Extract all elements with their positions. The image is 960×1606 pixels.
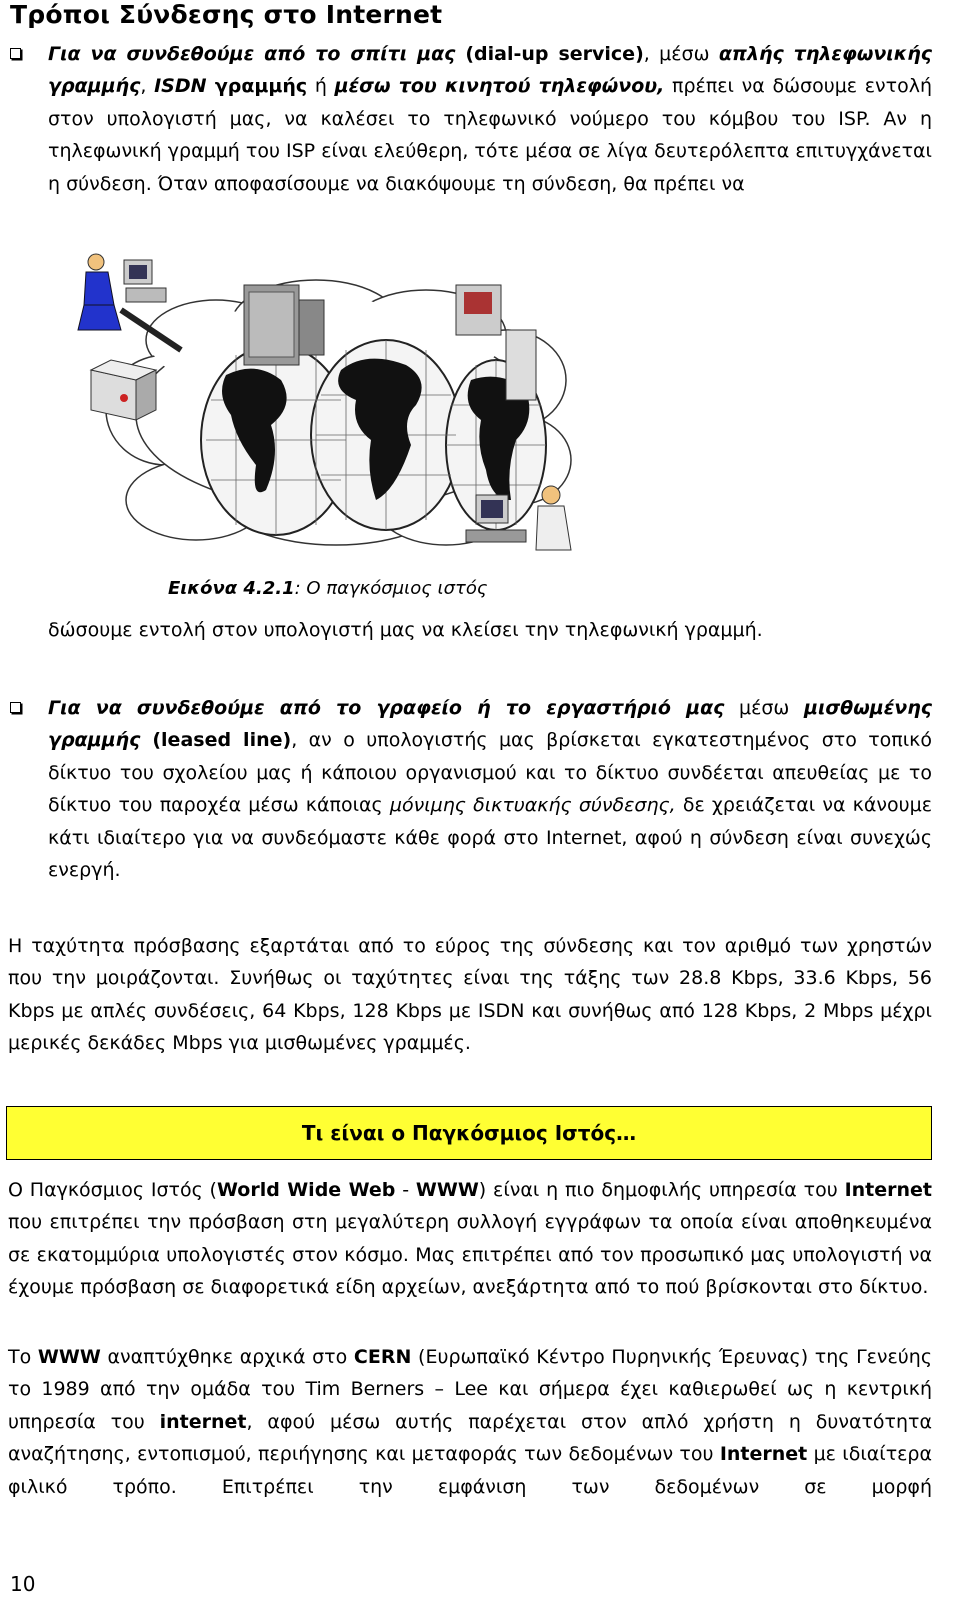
caption-text: Ο παγκόσμιος ιστός <box>300 578 488 599</box>
figure-caption <box>168 576 487 602</box>
dialup-service-label: (dial-up service) <box>455 43 644 65</box>
text-run: Το <box>8 1346 38 1368</box>
internet-term: internet <box>159 1410 247 1433</box>
speed-paragraph: Η ταχύτητα πρόσβασης εξαρτάται από το εύρος της σύνδεσης και τον αριθμό των χρηστών που την μοιράζονται. Συνήθως οι ταχύτητες είναι της τάξης των 28.8 Kbps, 33.6 Kbps, 56 Kbps με απλές συνδέσεις, 64 Kbps, 128 Kbps με ISDN και συνήθως από 128 Kbps, 2 Mbps μέχρι μερικές δεκάδες Mbps για μισθωμένες γραμμές. <box>8 935 932 1055</box>
text-run: πρέπει να δώσουμε εντολή στον υπολογιστή μας, να καλέσει το τηλεφωνικό νούμερο του κόμβου του ISP. Αν η τηλεφωνική γραμμή του ISP είναι ελεύθερη, τότε μέσα σε λίγα δευτερόλεπτα επιτυγχάνεται η σύνδεση. Όταν αποφασίσουμε να διακόψουμε τη σύνδεση, θα πρέπει να <box>48 75 932 195</box>
text-run: Ο Παγκόσμιος Ιστός ( <box>8 1179 217 1201</box>
cern-term: CERN <box>353 1346 412 1368</box>
www-abbr: WWW <box>415 1179 479 1201</box>
leased-lead: Για να συνδεθούμε από το γραφείο ή το εργαστήριό μας <box>48 697 725 719</box>
dialup-paragraph <box>48 38 932 200</box>
text-run: , μέσω <box>643 43 719 65</box>
page-number: 10 <box>10 1572 36 1596</box>
bullet-square-icon <box>10 47 24 61</box>
www-term: World Wide Web <box>216 1179 396 1201</box>
page-title: Τρόποι Σύνδεσης στο Internet <box>10 0 443 29</box>
www-paragraph-1 <box>8 1174 932 1304</box>
www-abbr: WWW <box>37 1346 101 1368</box>
caption-label: Εικόνα 4.2.1 <box>168 578 295 599</box>
text-run: , αν ο υπολογιστής μας βρίσκεται εγκατεστημένος στο τοπικό δίκτυο του σχολείου μας ή κάποιου οργανισμού και το δίκτυο συνδέεται απευθείας με το δίκτυο του παροχέα μέσω κάποιας <box>48 729 932 817</box>
text-run: (Ευρωπαϊκό Κέντρο Πυρηνικής Έρευνας) της Γενεύης το 1989 από την ομάδα του Tim Berners – Lee και σήμερα έχει καθιερωθεί ως η κεντρική υπηρεσία του <box>8 1346 932 1433</box>
leased-line-term: μισθωμένης γραμμής <box>48 697 933 752</box>
caption-separator: : <box>294 578 301 599</box>
dialup-lead: Για να συνδεθούμε από το σπίτι μας <box>48 43 456 65</box>
printer-icon <box>91 360 156 420</box>
leased-line-paragraph <box>48 692 932 886</box>
text-run: ) είναι η πιο δημοφιλής υπηρεσία του <box>478 1179 845 1201</box>
www-paragraph-2 <box>8 1341 932 1503</box>
internet-term: Internet <box>719 1443 808 1466</box>
www-heading: Τι είναι ο Παγκόσμιος Ιστός… <box>301 1121 637 1145</box>
permanent-connection-term: μόνιμης δικτυακής σύνδεσης, <box>389 794 676 817</box>
world-wide-web-illustration <box>66 230 596 570</box>
phone-line-term: απλής τηλεφωνικής γραμμής <box>48 43 932 98</box>
text-run: μέσω <box>724 697 804 719</box>
text-run: - <box>395 1179 416 1201</box>
text-run: , αφού μέσω αυτής παρέχεται στον απλό χρήστη η δυνατότητα αναζήτησης, εντοπισμού, περιήγησης και μεταφοράς των δεδομένων του <box>8 1410 933 1466</box>
text-run: αναπτύχθηκε αρχικά στο <box>100 1346 354 1368</box>
internet-term: Internet <box>844 1179 932 1201</box>
text-run: που επιτρέπει την πρόσβαση στη μεγαλύτερη συλλογή εγγράφων τα οποία είναι αποθηκευμένα σε εκατομμύρια υπολογιστές στον κόσμο. Μας επιτρέπει από τον προσωπικό μας υπολογιστή να έχουμε πρόσβαση σε διαφορετικά είδη αρχείων, ανεξάρτητα από το πού βρίσκονται στο δίκτυο. <box>8 1211 932 1299</box>
mobile-term: μέσω του κινητού τηλεφώνου, <box>334 75 665 98</box>
bullet-square-icon <box>10 701 24 715</box>
text-run: με ιδιαίτερα φιλικό τρόπο. Επιτρέπει την εμφάνιση των δεδομένων σε μορφή <box>8 1443 932 1498</box>
text-run: , <box>140 75 155 98</box>
leased-line-label: (leased line) <box>140 729 292 752</box>
isdn-term: ISDN <box>154 75 207 98</box>
text-run: ή <box>307 75 335 98</box>
www-heading-box <box>6 1106 932 1160</box>
line-term: γραμμής <box>206 75 308 98</box>
text-run: δε χρειάζεται να κάνουμε κάτι ιδιαίτερο για να συνδεόμαστε κάθε φορά στο Internet, αφού η σύνδεση είναι συνεχώς ενεργή. <box>48 794 932 882</box>
dialup-continuation: δώσουμε εντολή στον υπολογιστή μας να κλείσει την τηλεφωνική γραμμή. <box>48 619 763 641</box>
